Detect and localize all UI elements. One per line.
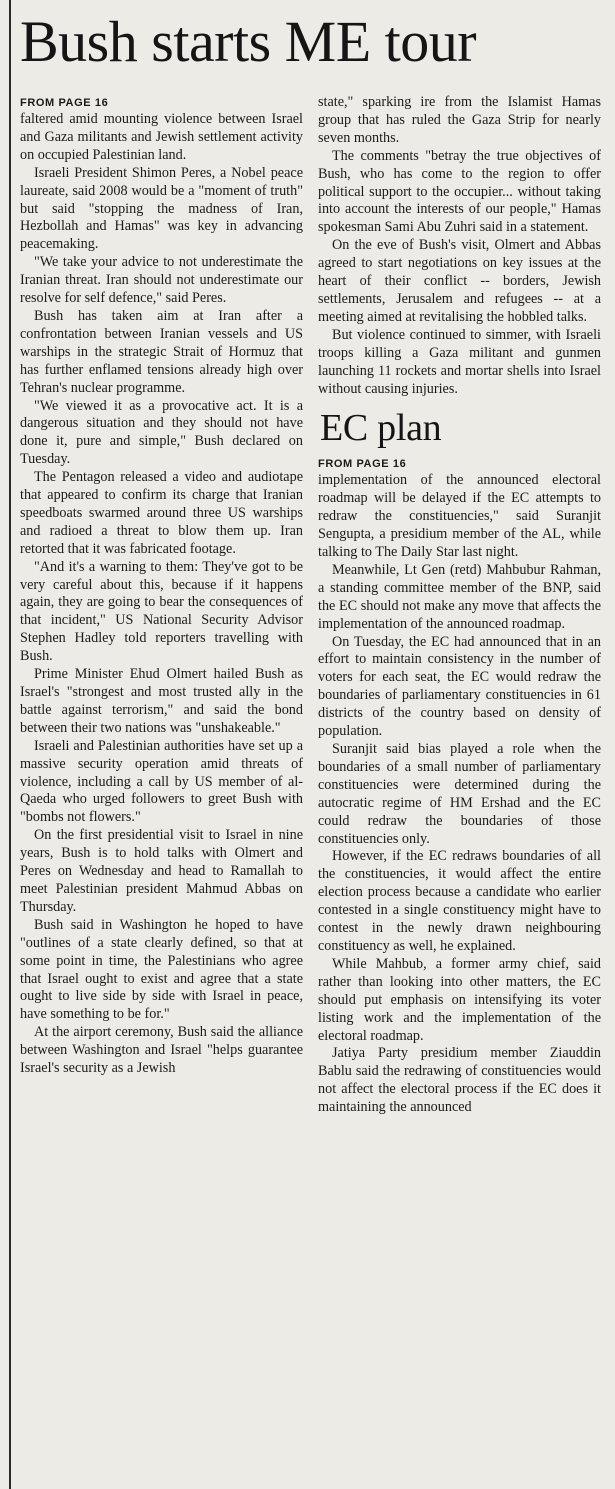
column-rule	[9, 0, 11, 1489]
headline: Bush starts ME tour	[20, 9, 477, 74]
paragraph: Jatiya Party presidium member Ziauddin Bablu said the redrawing of constituencies would not affect the electoral process if the EC does it maintaining the announced	[318, 1045, 601, 1116]
paragraph: Israeli President Shimon Peres, a Nobel peace laureate, said 2008 would be a "moment of truth" but said "stopping the madness of Iran, Hezbollah and Hamas" was key in advancing peacemaking.	[20, 164, 303, 253]
left-column	[20, 94, 303, 1078]
paragraph: However, if the EC redraws boundaries of all the constituencies, it would affect the entire election process because a candidate who earlier contested in a single constituency might have to contest in the newly drawn neighbouring constituency as well, he explained.	[318, 848, 601, 954]
paragraph: On the eve of Bush's visit, Olmert and Abbas agreed to start negotiations on key issues at the heart of their conflict -- borders, Jewish settlements, Jerusalem and refugees -- at a meeting aimed at revitalising the hobbled talks.	[318, 237, 601, 325]
paragraph: Suranjit said bias played a role when the boundaries of a small number of parliamentary constituencies were determined during the autocratic regime of HM Ershad and the EC could redraw the boundaries of those constituencies only.	[318, 741, 601, 847]
paragraph: faltered amid mounting violence between Israel and Gaza militants and Jewish settlement activity on occupied Palestinian land.	[20, 111, 303, 163]
paragraph: implementation of the announced electoral roadmap will be delayed if the EC attempts to redraw the constituencies," said Suranjit Sengupta, a presidium member of the AL, while talking to The Daily Star last night.	[318, 472, 601, 561]
paragraph: state," sparking ire from the Islamist Hamas group that has ruled the Gaza Strip for nearly seven months.	[318, 94, 601, 146]
paragraph: Meanwhile, Lt Gen (retd) Mahbubur Rahman, a standing committee member of the BNP, said the EC should not make any move that affects the implementation of the announced roadmap.	[318, 561, 601, 632]
paragraph: The comments "betray the true objectives of Bush, who has come to the region to offer political support to the occupier... without taking into account the interests of our people," Hamas spokesman Sami Abu Zuhri said in a statement.	[318, 147, 601, 236]
paragraph: Bush said in Washington he hoped to have "outlines of a state clearly defined, so that at some point in time, the Palestinians who agree that Israel ought to exist and agree that a state ought to live side by side with Israel in peace, have something to be for."	[20, 916, 303, 1023]
paragraph: Bush has taken aim at Iran after a confrontation between Iranian vessels and US warships in the strategic Strait of Hormuz that has further enflamed tensions already high over Tehran's nuclear programme.	[20, 307, 303, 396]
jump-label: FROM PAGE 16	[318, 458, 407, 471]
paragraph: "And it's a warning to them: They've got to be very careful about this, because if it happens again, they are going to bear the consequences of that incident," US National Security Advisor Stephen Hadley told reporters travelling with Bush.	[20, 558, 303, 665]
paragraph: On the first presidential visit to Israel in nine years, Bush is to hold talks with Olmert and Peres on Wednesday and head to Ramallah to meet Palestinian president Mahmud Abbas on Thursday.	[20, 827, 303, 915]
paragraph: While Mahbub, a former army chief, said rather than looking into other matters, the EC should put emphasis on intensifying its voter listing work and the implementation of the electoral roadmap.	[318, 955, 601, 1044]
paragraph: At the airport ceremony, Bush said the alliance between Washington and Israel "helps guarantee Israel's security as a Jewish	[20, 1024, 303, 1077]
paragraph: Israeli and Palestinian authorities have set up a massive security operation amid threats of violence, including a call by US member of al-Qaeda who urged followers to greet Bush with "bombs not flowers."	[20, 737, 303, 826]
paragraph: The Pentagon released a video and audiotape that appeared to confirm its charge that Iranian speedboats swarmed around three US warships and radioed a threat to blow them up. Iran retorted that it was fabricated footage.	[20, 469, 303, 557]
paragraph: On Tuesday, the EC had announced that in an effort to maintain consistency in the number of voters for each seat, the EC would redraw the boundaries of parliamentary constituencies in 61 districts of the country based on density of population.	[318, 633, 601, 740]
paragraph: "We viewed it as a provocative act. It is a dangerous situation and they should not have done it, pure and simple," Bush declared on Tuesday.	[20, 397, 303, 468]
paragraph: Prime Minister Ehud Olmert hailed Bush as Israel's "strongest and most trusted ally in the battle against terrorism," and said the bond between their two nations was "unshakeable."	[20, 666, 303, 736]
jump-label: FROM PAGE 16	[20, 97, 109, 109]
right-column	[318, 94, 601, 1117]
paragraph: "We take your advice to not underestimate the Iranian threat. Iran should not underestimate our resolve for self defence," said Peres.	[20, 254, 303, 307]
subheadline: EC plan	[320, 407, 442, 450]
paragraph: But violence continued to simmer, with Israeli troops killing a Gaza militant and gunmen launching 11 rockets and mortar shells into Israel without causing injuries.	[318, 326, 601, 397]
